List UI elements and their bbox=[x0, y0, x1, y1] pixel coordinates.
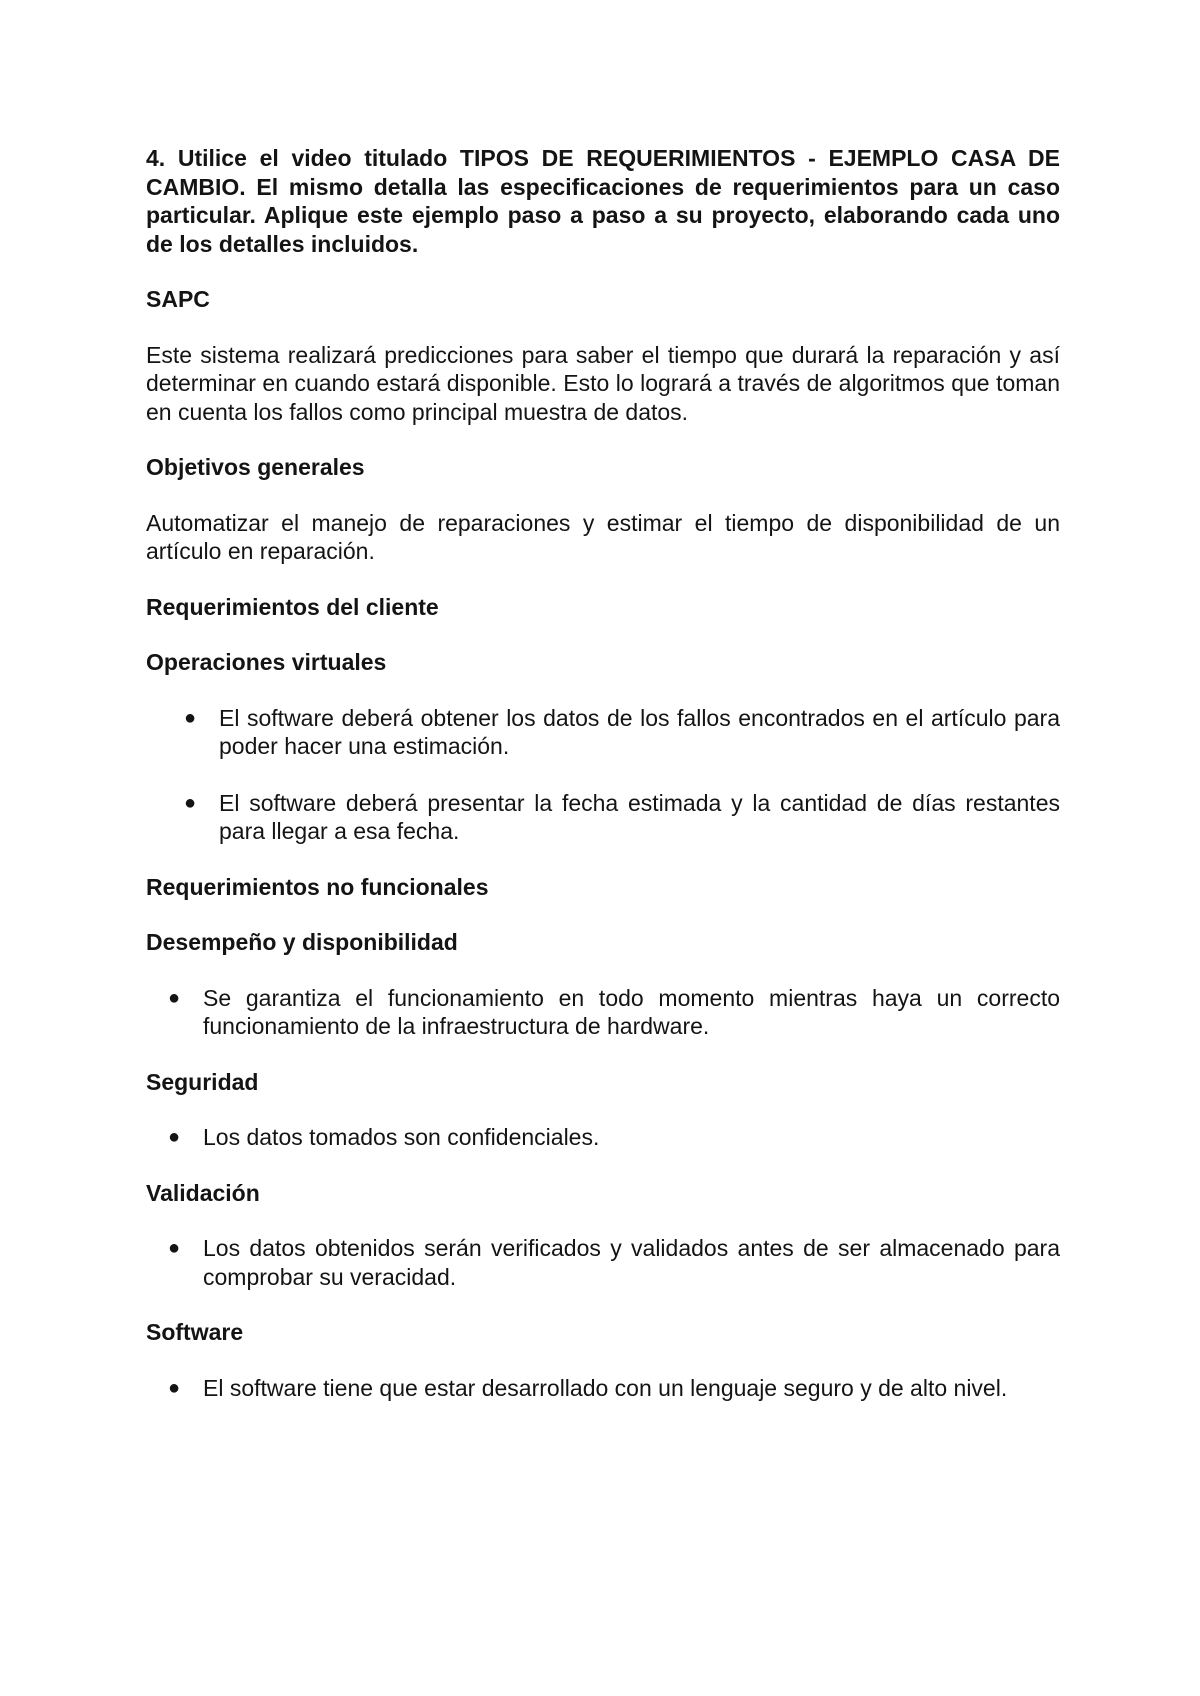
virtual-operations-heading: Operaciones virtuales bbox=[146, 649, 387, 675]
bullet-icon: ● bbox=[168, 986, 181, 1009]
list-item-text: Se garantiza el funcionamiento en todo momento mientras haya un correcto funcionamiento de la infraestructura de hardware. bbox=[203, 984, 1060, 1039]
bullet-icon: ● bbox=[184, 791, 197, 814]
client-requirements-heading: Requerimientos del cliente bbox=[146, 593, 439, 620]
software-heading: Software bbox=[146, 1319, 244, 1345]
objectives-heading: Objetivos generales bbox=[146, 454, 365, 480]
project-description: Este sistema realizará predicciones para saber el tiempo que durará la reparación y así determinar en cuando estará disponible. Esto lo logrará a través de algoritmos que toman en cuenta los fallos como principal muestra de datos. bbox=[146, 341, 1060, 425]
bullet-icon: ● bbox=[168, 1237, 181, 1259]
performance-heading: Desempeño y disponibilidad bbox=[146, 929, 458, 955]
list-item bbox=[146, 1123, 1060, 1152]
list-item-text: El software deberá presentar la fecha estimada y la cantidad de días restantes para llegar a esa fecha. bbox=[219, 789, 1060, 844]
bullet-icon: ● bbox=[168, 1376, 181, 1399]
list-item bbox=[146, 1234, 1060, 1291]
non-functional-heading: Requerimientos no funcionales bbox=[146, 873, 489, 900]
validation-list bbox=[146, 1234, 1060, 1291]
security-list bbox=[146, 1123, 1060, 1152]
list-item bbox=[146, 1374, 1060, 1403]
performance-list bbox=[146, 984, 1060, 1041]
list-item bbox=[146, 704, 1060, 761]
document-body bbox=[146, 144, 1060, 1402]
assignment-instruction: 4. Utilice el video titulado TIPOS DE REQUERIMIENTOS - EJEMPLO CASA DE CAMBIO. El mismo detalla las especificaciones de requerimientos para un caso particular. Aplique este ejemplo paso a paso a su proyecto, elaborando cada uno de los detalles incluidos. bbox=[146, 145, 1060, 257]
software-list bbox=[146, 1374, 1060, 1403]
security-heading: Seguridad bbox=[146, 1068, 259, 1095]
list-item bbox=[146, 789, 1060, 846]
project-title: SAPC bbox=[146, 286, 210, 312]
bullet-icon: ● bbox=[168, 1126, 181, 1148]
list-item-text: El software tiene que estar desarrollado con un lenguaje seguro y de alto nivel. bbox=[203, 1374, 1008, 1401]
list-item-text: Los datos tomados son confidenciales. bbox=[203, 1124, 600, 1150]
objectives-text: Automatizar el manejo de reparaciones y estimar el tiempo de disponibilidad de un artículo en reparación. bbox=[146, 509, 1060, 564]
list-item-text: Los datos obtenidos serán verificados y validados antes de ser almacenado para comprobar su veracidad. bbox=[203, 1235, 1060, 1290]
virtual-operations-list bbox=[146, 704, 1060, 846]
validation-heading: Validación bbox=[146, 1179, 260, 1206]
list-item-text: El software deberá obtener los datos de los fallos encontrados en el artículo para poder hacer una estimación. bbox=[219, 704, 1060, 759]
list-item bbox=[146, 984, 1060, 1041]
bullet-icon: ● bbox=[184, 706, 197, 729]
